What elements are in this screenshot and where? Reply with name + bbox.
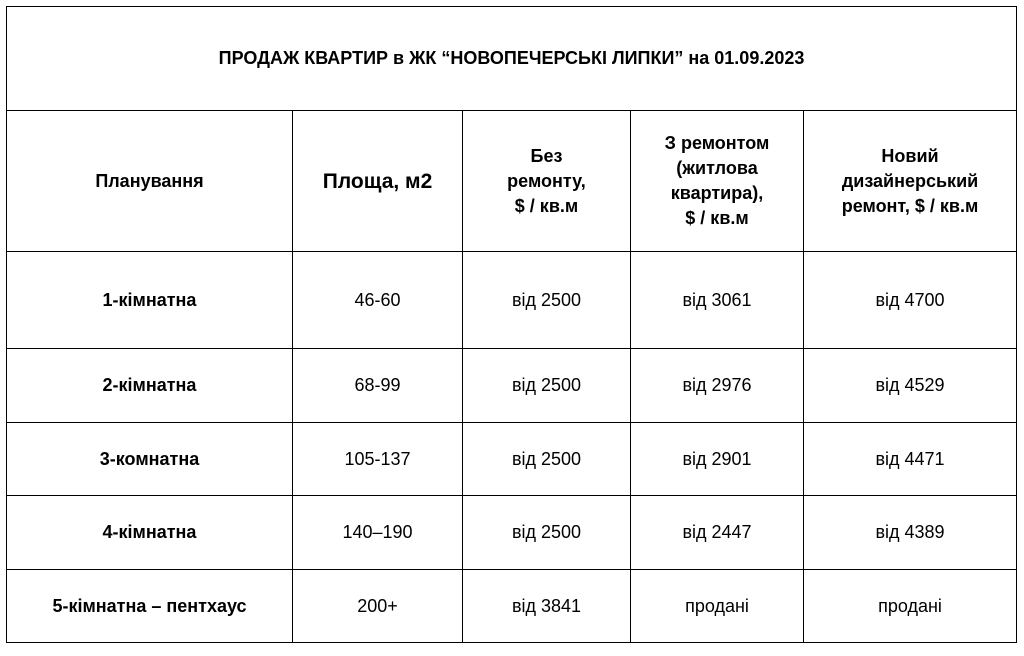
designer-renovation-price-cell: від 4471 [804,423,1017,496]
header-row [7,111,1017,252]
area-cell: 68-99 [293,349,463,423]
with-renovation-price-cell: від 2976 [631,349,804,423]
header-layout [7,111,293,252]
header-layout-label: Планування [95,170,204,191]
table-row [7,349,1017,423]
area-cell: 200+ [293,570,463,643]
designer-renovation-price-cell: від 4700 [804,252,1017,349]
table-row [7,252,1017,349]
with-renovation-price-cell: від 2447 [631,496,804,570]
table-row [7,496,1017,570]
area-cell: 140–190 [293,496,463,570]
title-row [7,7,1017,111]
designer-renovation-price-cell: продані [804,570,1017,643]
header-designer-renovation-label: Новий дизайнерський ремонт, $ / кв.м [841,145,979,216]
header-no-renovation-label: Без ремонту, $ / кв.м [507,145,586,216]
layout-cell: 5-кімнатна – пентхаус [7,570,293,643]
table-row [7,570,1017,643]
header-with-renovation [631,111,804,252]
header-area [293,111,463,252]
with-renovation-price-cell: від 3061 [631,252,804,349]
with-renovation-price-cell: продані [631,570,804,643]
layout-cell: 4-кімнатна [7,496,293,570]
layout-cell: 2-кімнатна [7,349,293,423]
no-renovation-price-cell: від 2500 [463,423,631,496]
header-area-label: Площа, м2 [322,169,433,193]
header-with-renovation-label: З ремонтом (житлова квартира), $ / кв.м [664,133,770,228]
price-table [6,6,1017,643]
layout-cell: 3-комнатна [7,423,293,496]
with-renovation-price-cell: від 2901 [631,423,804,496]
no-renovation-price-cell: від 2500 [463,252,631,349]
header-no-renovation [463,111,631,252]
table-title: ПРОДАЖ КВАРТИР в ЖК “НОВОПЕЧЕРСЬКІ ЛИПКИ” на 01.09.2023 [7,7,1017,111]
no-renovation-price-cell: від 3841 [463,570,631,643]
designer-renovation-price-cell: від 4389 [804,496,1017,570]
no-renovation-price-cell: від 2500 [463,349,631,423]
designer-renovation-price-cell: від 4529 [804,349,1017,423]
header-designer-renovation [804,111,1017,252]
area-cell: 46-60 [293,252,463,349]
table-row [7,423,1017,496]
layout-cell: 1-кімнатна [7,252,293,349]
no-renovation-price-cell: від 2500 [463,496,631,570]
area-cell: 105-137 [293,423,463,496]
